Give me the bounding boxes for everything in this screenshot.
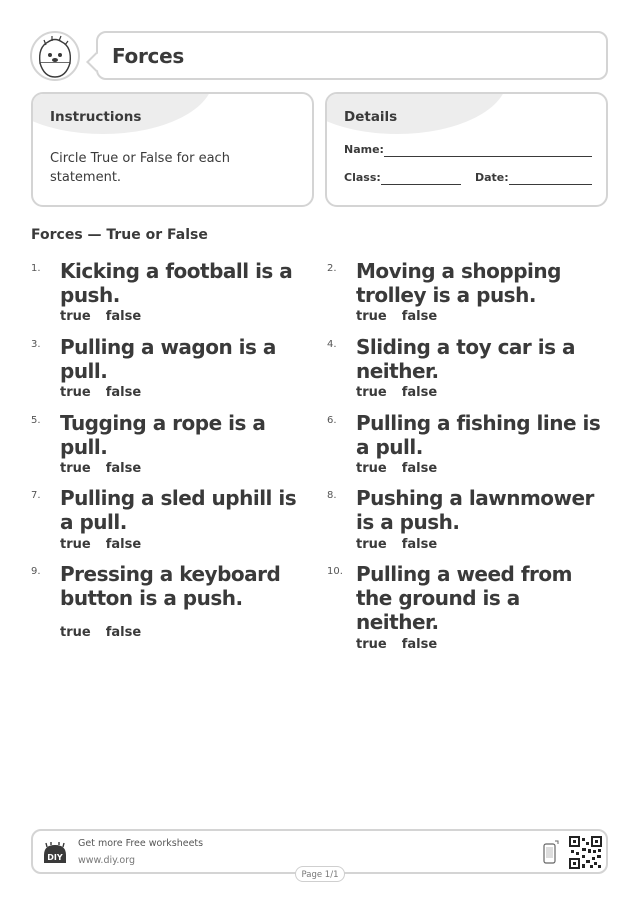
false-option[interactable]: false — [401, 309, 438, 324]
date-label: Date: — [475, 171, 509, 184]
question-number: 9. — [31, 566, 41, 577]
question-number: 10. — [327, 566, 343, 577]
answer-options — [356, 537, 452, 552]
answer-options — [356, 385, 452, 400]
name-label: Name: — [344, 143, 384, 156]
name-field[interactable] — [384, 156, 592, 157]
true-option[interactable]: true — [356, 537, 387, 552]
details-panel — [325, 92, 608, 207]
class-field[interactable] — [381, 184, 461, 185]
answer-options — [356, 309, 452, 324]
false-option[interactable]: false — [401, 537, 438, 552]
instructions-text: Circle True or False for each statement. — [50, 151, 230, 185]
question-number: 2. — [327, 263, 337, 274]
answer-options — [60, 625, 156, 640]
question-text: Pulling a fishing line is a pull. — [356, 411, 601, 459]
answer-options — [60, 537, 156, 552]
false-option[interactable]: false — [401, 637, 438, 652]
question-text: Pressing a keyboard button is a push. — [60, 562, 281, 610]
page-title: Forces — [112, 44, 184, 68]
details-heading: Details — [344, 109, 398, 125]
false-option[interactable]: false — [105, 625, 142, 640]
footer-title: Get more Free worksheets — [78, 838, 204, 849]
question-number: 6. — [327, 415, 337, 426]
false-option[interactable]: false — [105, 537, 142, 552]
question-text: Tugging a rope is a pull. — [60, 411, 266, 459]
phone-icon — [543, 839, 559, 865]
question-number: 8. — [327, 490, 337, 501]
question-text: Pulling a sled uphill is a pull. — [60, 486, 297, 534]
answer-options — [356, 637, 452, 652]
question-text: Sliding a toy car is a neither. — [356, 335, 575, 383]
question-text: Pulling a weed from the ground is a neither. — [356, 562, 572, 634]
logo-text: DIY — [47, 853, 63, 862]
section-heading: Forces — True or False — [31, 227, 208, 243]
true-option[interactable]: true — [60, 461, 91, 476]
false-option[interactable]: false — [105, 309, 142, 324]
page-indicator: Page 1/1 — [295, 866, 345, 882]
true-option[interactable]: true — [356, 637, 387, 652]
question-number: 4. — [327, 339, 337, 350]
qr-code-icon — [569, 836, 602, 869]
true-option[interactable]: true — [356, 385, 387, 400]
false-option[interactable]: false — [401, 461, 438, 476]
false-option[interactable]: false — [105, 385, 142, 400]
question-text: Moving a shopping trolley is a push. — [356, 259, 561, 307]
true-option[interactable]: true — [60, 385, 91, 400]
question-text: Pushing a lawnmower is a push. — [356, 486, 594, 534]
answer-options — [60, 461, 156, 476]
question-number: 5. — [31, 415, 41, 426]
true-option[interactable]: true — [60, 537, 91, 552]
mascot-icon — [30, 31, 80, 81]
true-option[interactable]: true — [356, 309, 387, 324]
question-text: Pulling a wagon is a pull. — [60, 335, 276, 383]
false-option[interactable]: false — [401, 385, 438, 400]
instructions-heading: Instructions — [50, 109, 142, 125]
question-number: 7. — [31, 490, 41, 501]
diy-logo-icon[interactable] — [42, 841, 68, 867]
speech-tail — [86, 52, 106, 72]
true-option[interactable]: true — [356, 461, 387, 476]
answer-options — [60, 385, 156, 400]
footer-url[interactable]: www.diy.org — [78, 855, 135, 866]
answer-options — [60, 309, 156, 324]
question-text: Kicking a football is a push. — [60, 259, 293, 307]
question-number: 1. — [31, 263, 41, 274]
class-label: Class: — [344, 171, 381, 184]
true-option[interactable]: true — [60, 309, 91, 324]
answer-options — [356, 461, 452, 476]
true-option[interactable]: true — [60, 625, 91, 640]
title-box — [96, 31, 608, 80]
instructions-panel — [31, 92, 314, 207]
false-option[interactable]: false — [105, 461, 142, 476]
question-number: 3. — [31, 339, 41, 350]
date-field[interactable] — [509, 184, 592, 185]
